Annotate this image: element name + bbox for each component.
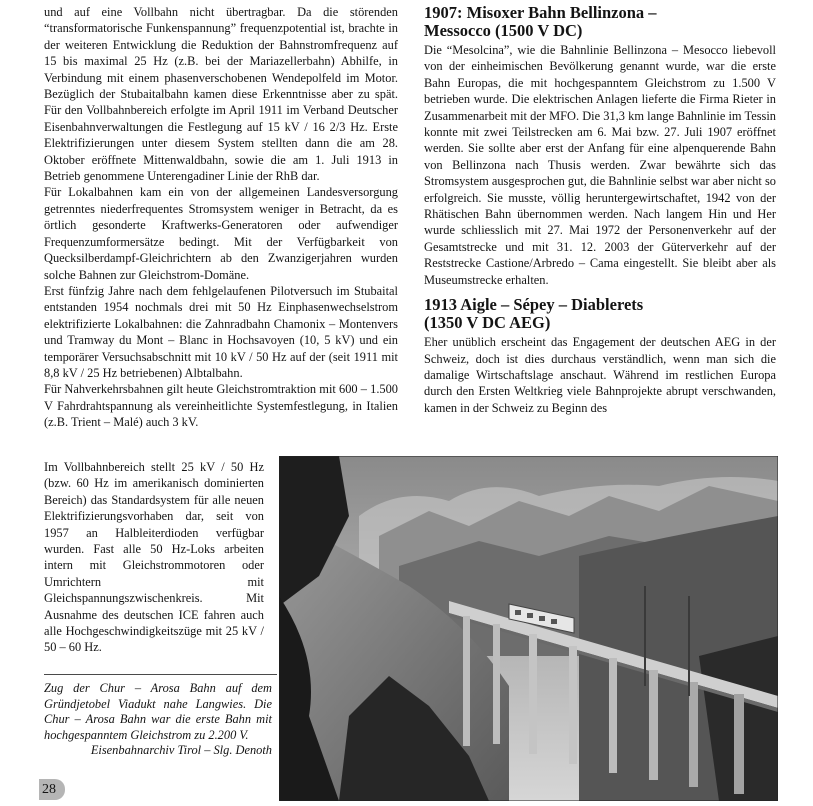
body-paragraph: Die “Mesolcina”, wie die Bahnlinie Bellinzona – Mesocco liebevoll von der einheimischen Bevölkerung genannt wurde, war die erste Bahn Europas, die mit hochgespanntem Gleichstrom zu 1.500 V betrieben wurde. Die elektrischen Anlagen lieferte die Firma Rieter in Zusammenarbeit mit der MFO. Die 31,3 km lange Bahnlinie im Tessin konnte mit zwei Teilstrecken am 6. Mai bzw. 27. Juli 1907 eröffnet werden. Sie sollte aber erst der Anfang für eine alpenquerende Bahn von Bellinzona nach Thusis werden. Zwar bewährte sich das Stromsystem ausgesprochen gut, die Bahnlinie selbst war aber nicht so erfolgreich. Sie musste, völlig heruntergewirtschaftet, 1942 von der Rhätischen Bahn übernommen werden. Nach langem Hin und Her wurde schliesslich mit 27. Mai 1972 der Personenverkehr auf der Gesamtstrecke und mit 31. 12. 2003 der Güterverkehr auf der Reststrecke Castione/Arbredo – Cama eingestellt. Sie bleibt aber als Museumstrecke erhalten. <box>424 43 776 287</box>
viaduct-photo <box>279 456 778 801</box>
body-paragraph: und auf eine Vollbahn nicht übertragbar. Da die störenden “transformatorische Funkenspannung” frequenzpotential ist, brachte in der weiteren Entwicklung die Reduktion der Bahnstromfrequenz auf 15 bis maximal 25 Hz (z.B. bei der Mariazellerbahn) Abhilfe, in Verbindung mit einem phasenverschobenen Wendepolfeld im Motor. Bezüglich der Stubaitalbahn kamen diese Erkenntnisse aber zu spät. Für den Vollbahnbereich erfolgte im April 1911 im Verband Deutscher Eisenbahnverwaltungen die Festlegung auf 15 kV / 16 2/3 Hz. Erste Elektrifizierungen unter diesem System stellten dann die am 28. Oktober eröffnete Mittenwaldbahn, sowie die am 1. Juli 1913 in Betrieb genommene Unterengadiner Linie der RhB dar. <box>44 5 398 184</box>
body-paragraph: Für Lokalbahnen kam ein von der allgemeinen Landesversorgung getrenntes niederfrequentes Stromsystem weniger in Betracht, da es örtlich gesonderte Kraftwerks-Generatoren oder aufwendiger Frequenzumformersätze bedingt. Mit der Verfügbarkeit von Quecksilberdampf-Gleichrichtern ab den Zwanzigerjahren wurden solche Bahnen zur Gleichstrom-Domäne. <box>44 185 398 282</box>
section-heading-aigle: 1913 Aigle – Sépey – Diablerets (1350 V DC AEG) <box>424 295 644 333</box>
wrapped-text-beside-photo <box>44 459 264 656</box>
body-paragraph: Im Vollbahnbereich stellt 25 kV / 50 Hz (bzw. 60 Hz im amerikanisch dominierten Bereich) das Standardsystem für alle neuen Elektrifizierungsvorhaben dar, seit von 1957 an Halbleiterdioden verfügbar wurden. Fast alle 50 Hz-Loks arbeiten intern mit Gleichstrommotoren oder Umrichtern mit Gleichspannungszwischenkreis. Mit Ausnahme des deutschen ICE fahren auch alle Hochgeschwindigkeitszüge mit 25 kV / 50 – 60 Hz. <box>44 460 264 655</box>
left-text-column <box>44 4 398 431</box>
caption-credit: Eisenbahnarchiv Tirol – Slg. Denoth <box>90 743 272 758</box>
page-number: 28 <box>39 779 65 800</box>
body-paragraph: Für Nahverkehrsbahnen gilt heute Gleichstromtraktion mit 600 – 1.500 V Fahrdrahtspannung als vereinheitlichte Systemfestlegung, in Italien (z.B. Trient – Malé) auch 3 kV. <box>44 382 398 430</box>
caption-divider <box>44 674 277 675</box>
body-paragraph: Eher unüblich erscheint das Engagement der deutschen AEG in der Schweiz, doch ist dies durchaus verständlich, wenn man sich die damalige Wirtschaftslage anschaut. Während im restlichen Europa durch den Ersten Weltkrieg viele Bahnprojekte abrupt verschwanden, kamen in der Schweiz zu Beginn des <box>424 335 776 415</box>
section-heading-misoxer: 1907: Misoxer Bahn Bellinzona – Messocco (1500 V DC) <box>424 3 657 40</box>
photo-caption <box>44 681 272 759</box>
viaduct-photo-illustration <box>279 456 778 801</box>
body-paragraph: Erst fünfzig Jahre nach dem fehlgelaufenen Pilotversuch im Stubaital entstanden 1954 nochmals drei mit 50 Hz Einphasenwechselstrom elektrifizierte Lokalbahnen: die Zahnradbahn Chamonix – Montenvers und Tramway du Mont – Blanc in Hochsavoyen (10, 5 kV) und ein temporärer Versuchsabschnitt mit 10 kV / 50 Hz auf der (seit 1911 mit 8,8 kV / 25 Hz betriebenen) Albtalbahn. <box>44 283 398 380</box>
caption-text: Zug der Chur – Arosa Bahn auf dem Gründjetobel Viadukt nahe Langwies. Die Chur – Arosa Bahn war die erste Bahn mit hochgespanntem Gleichstrom zu 2.200 V. <box>44 681 272 742</box>
right-text-column <box>424 4 776 416</box>
